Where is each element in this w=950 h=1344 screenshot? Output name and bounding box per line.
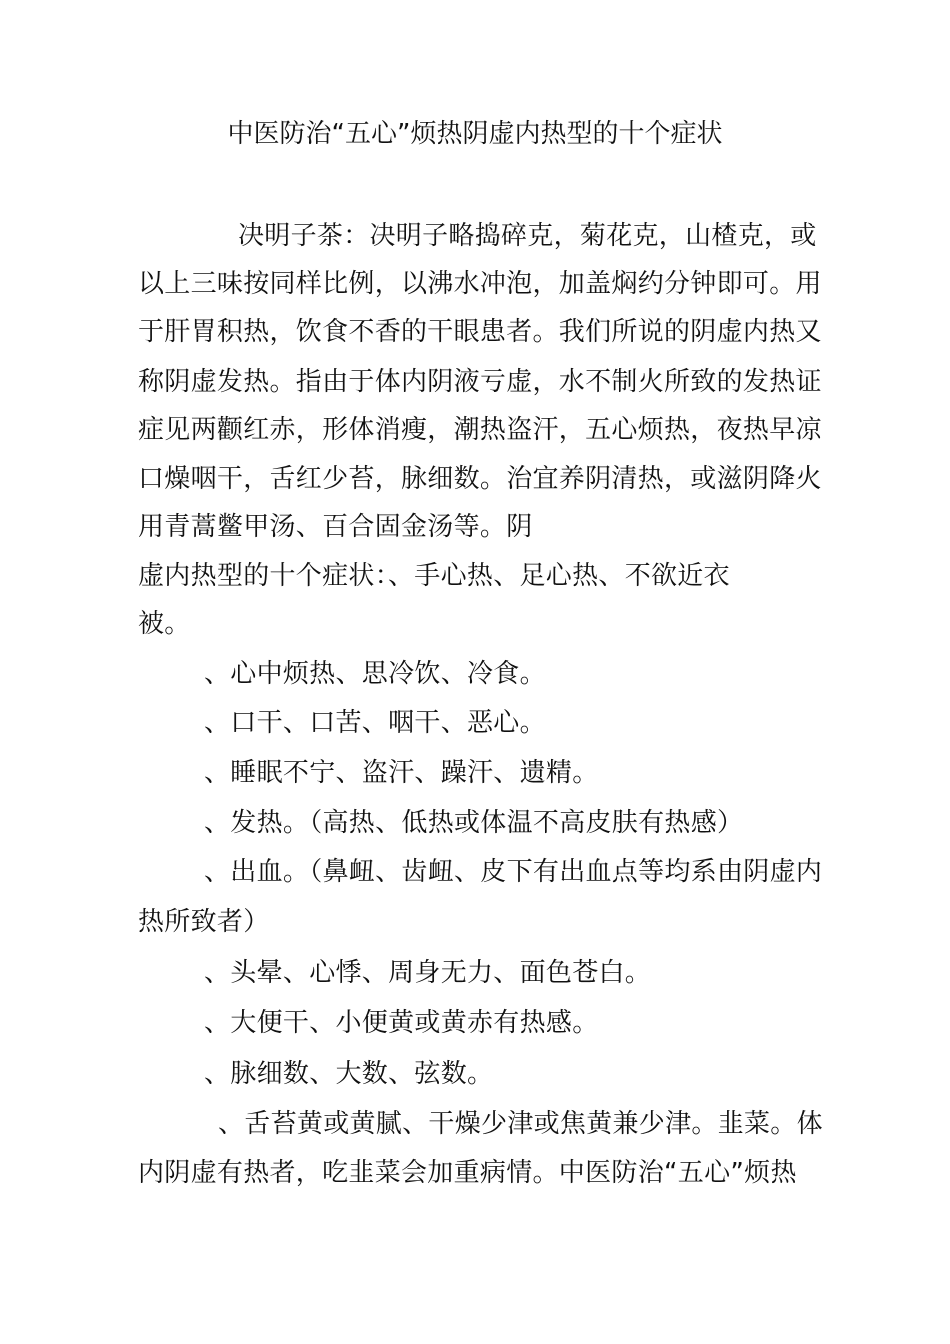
paragraph-line: 症见两颧红赤，形体消瘦，潮热盗汗，五心烦热，夜热早凉 — [138, 415, 822, 445]
paragraph-line: 以上三味按同样比例，以沸水冲泡，加盖焖约分钟即可。用 — [138, 269, 822, 299]
symptom-item: 、舌苔黄或黄腻、干燥少津或焦黄兼少津。韭菜。体 — [218, 1109, 823, 1139]
symptom-item: 、头晕、心悸、周身无力、面色苍白。 — [204, 958, 652, 988]
paragraph-line: 虚内热型的十个症状：、手心热、足心热、不欲近衣 — [138, 561, 730, 591]
symptom-item: 、出血。（鼻衄、齿衄、皮下有出血点等均系由阴虚内 — [204, 857, 823, 887]
symptom-item: 、心中烦热、思冷饮、冷食。 — [204, 659, 546, 689]
paragraph-line: 内阴虚有热者，吃韭菜会加重病情。中医防治“五心”烦热 — [138, 1158, 797, 1188]
symptom-item: 、发热。（高热、低热或体温不高皮肤有热感） — [204, 808, 744, 838]
paragraph-line: 用青蒿鳖甲汤、百合固金汤等。阴 — [138, 512, 533, 542]
symptom-item: 、脉细数、大数、弦数。 — [204, 1059, 494, 1089]
document-title: 中医防治“五心”烦热阴虚内热型的十个症状 — [227, 119, 723, 149]
symptom-item-continuation: 热所致者） — [138, 907, 270, 937]
paragraph-line: 决明子茶：决明子略捣碎克，菊花克，山楂克，或 — [238, 221, 817, 251]
paragraph-line: 口燥咽干，舌红少苔，脉细数。治宜养阴清热，或滋阴降火 — [138, 464, 822, 494]
paragraph-line: 称阴虚发热。指由于体内阴液亏虚，水不制火所致的发热证 — [138, 367, 822, 397]
paragraph-line: 于肝胃积热，饮食不香的干眼患者。我们所说的阴虚内热又 — [138, 317, 822, 347]
symptom-item: 、口干、口苦、咽干、恶心。 — [204, 708, 546, 738]
symptom-item: 、大便干、小便黄或黄赤有热感。 — [204, 1008, 599, 1038]
symptom-item: 、睡眠不宁、盗汗、躁汗、遗精。 — [204, 758, 599, 788]
paragraph-line: 被。 — [138, 609, 191, 639]
